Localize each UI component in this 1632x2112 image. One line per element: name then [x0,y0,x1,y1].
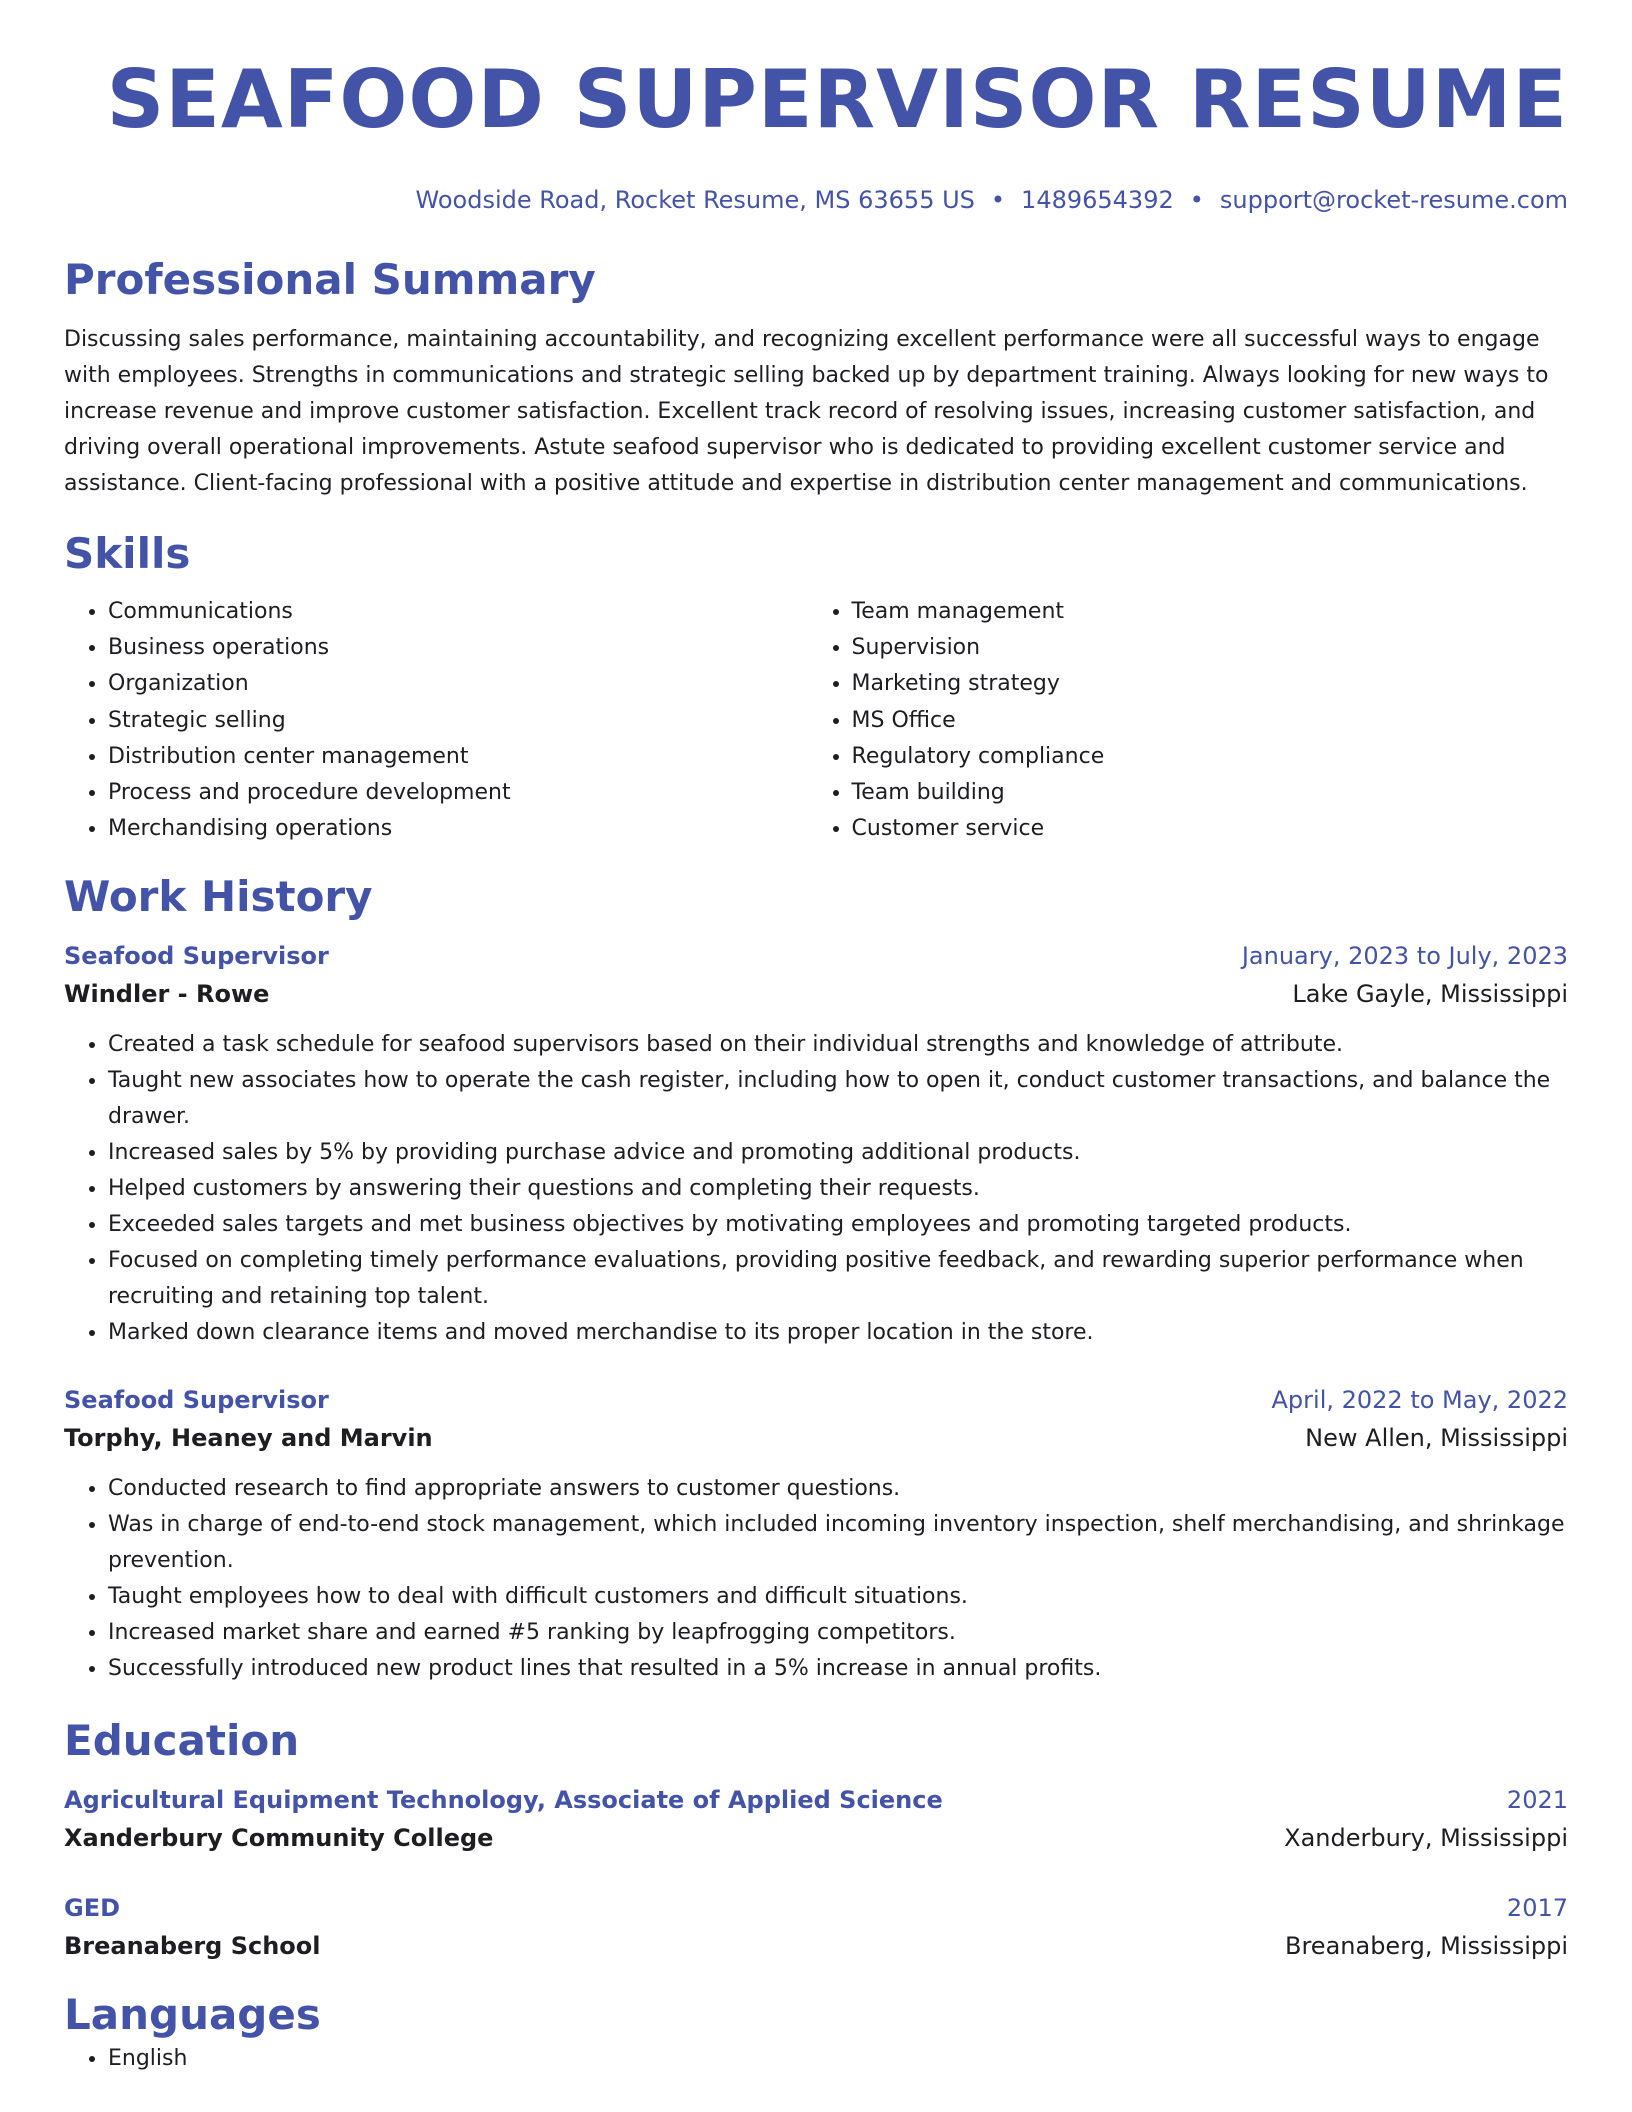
job-bullet: • Was in charge of end-to-end stock management, which included incoming inventory inspection, shelf merchandising, and shrinkage prevention. [108,1507,1568,1579]
job-bullet: • Taught new associates how to operate the cash register, including how to open it, conduct customer transactions, and balance the drawer. [108,1063,1568,1135]
summary-section [64,254,1568,502]
skill-item: • Team building [852,775,1568,811]
languages-heading: Languages [64,1990,321,2040]
education-section [64,1715,1568,1965]
skills-column-left [64,594,808,847]
job-bullet: • Created a task schedule for seafood supervisors based on their individual strengths and knowledge of attribute. [108,1027,1568,1063]
contact-line [64,184,1568,216]
job-bullet: • Exceeded sales targets and met business objectives by motivating employees and promoting targeted products. [108,1207,1568,1243]
language-item: • English [108,2041,1568,2077]
work-history-heading: Work History [64,872,373,922]
contact-separator: • [990,186,1006,214]
resume-title: SEAFOOD SUPERVISOR RESUME [106,53,1568,146]
education-degree: Agricultural Equipment Technology, Associate of Applied Science [64,1786,943,1815]
job-header-row [64,1381,1568,1419]
skill-item: • Distribution center management [108,739,808,775]
job-location: Lake Gayle, Mississippi [1292,980,1568,1009]
contact-email[interactable]: support@rocket-resume.com [1219,186,1568,214]
skill-item: • Merchandising operations [108,811,808,847]
education-year: 2017 [1506,1894,1568,1923]
job-company-row [64,1419,1568,1457]
job-bullet: • Conducted research to find appropriate answers to customer questions. [108,1471,1568,1507]
education-year: 2021 [1506,1786,1568,1815]
education-school-row [64,1819,1568,1857]
job-entry [64,1381,1568,1687]
job-bullets [64,1027,1568,1351]
skill-item: • Business operations [108,630,808,666]
job-company: Windler - Rowe [64,980,270,1009]
job-bullets [64,1471,1568,1687]
education-school: Xanderbury Community College [64,1824,494,1853]
skill-item: • Team management [852,594,1568,630]
job-dates: January, 2023 to July, 2023 [1241,942,1568,971]
job-bullet: • Marked down clearance items and moved merchandise to its proper location in the store. [108,1315,1568,1351]
job-bullet: • Increased sales by 5% by providing purchase advice and promoting additional products. [108,1135,1568,1171]
job-header-row [64,937,1568,975]
education-location: Breanaberg, Mississippi [1285,1932,1568,1961]
job-location: New Allen, Mississippi [1305,1424,1568,1453]
job-bullet: • Taught employees how to deal with difficult customers and difficult situations. [108,1579,1568,1615]
resume-header [64,0,1568,216]
education-school-row [64,1927,1568,1965]
education-school: Breanaberg School [64,1932,321,1961]
skill-item: • Process and procedure development [108,775,808,811]
education-entry [64,1889,1568,1965]
education-location: Xanderbury, Mississippi [1284,1824,1568,1853]
skill-item: • Customer service [852,811,1568,847]
summary-heading: Professional Summary [64,255,596,304]
education-degree: GED [64,1894,121,1923]
job-dates: April, 2022 to May, 2022 [1271,1386,1568,1415]
education-degree-row [64,1781,1568,1819]
job-bullet: • Focused on completing timely performance evaluations, providing positive feedback, and rewarding superior performance when recruiting and retaining top talent. [108,1243,1568,1315]
skill-item: • Communications [108,594,808,630]
job-bullet: • Helped customers by answering their questions and completing their requests. [108,1171,1568,1207]
job-title: Seafood Supervisor [64,1386,329,1415]
skill-item: • Strategic selling [108,703,808,739]
summary-text: Discussing sales performance, maintaining accountability, and recognizing excellent performance were all successful ways to engage with employees. Strengths in communications and strategic selling backed up by department training. Always looking for new ways to increase revenue and improve customer satisfaction. Excellent track record of resolving issues, increasing customer satisfaction, and driving overall operational improvements. Astute seafood supervisor who is dedicated to providing excellent customer service and assistance. Client-facing professional with a positive attitude and expertise in distribution center management and communications. [64,327,1549,496]
work-history-section [64,871,1568,1687]
education-degree-row [64,1889,1568,1927]
skills-grid [64,594,1568,847]
skill-item: • Regulatory compliance [852,739,1568,775]
job-bullet: • Increased market share and earned #5 ranking by leapfrogging competitors. [108,1615,1568,1651]
skill-item: • Marketing strategy [852,666,1568,702]
contact-separator: • [1189,186,1204,214]
skill-item: • Supervision [852,630,1568,666]
education-heading: Education [64,1716,300,1766]
contact-phone[interactable]: 1489654392 [1021,186,1174,214]
job-bullet: • Successfully introduced new product lines that resulted in a 5% increase in annual profits. [108,1651,1568,1687]
contact-address: Woodside Road, Rocket Resume, MS 63655 US [415,186,975,214]
job-company-row [64,975,1568,1013]
skill-item: • Organization [108,666,808,702]
skills-column-right [808,594,1568,847]
languages-list [64,2041,1568,2077]
skill-item: • MS Office [852,703,1568,739]
job-entry [64,937,1568,1351]
job-title: Seafood Supervisor [64,942,329,971]
skills-section [64,528,1568,847]
education-entry [64,1781,1568,1857]
job-company: Torphy, Heaney and Marvin [64,1424,433,1453]
languages-section [64,1989,1568,2077]
skills-heading: Skills [64,529,191,578]
